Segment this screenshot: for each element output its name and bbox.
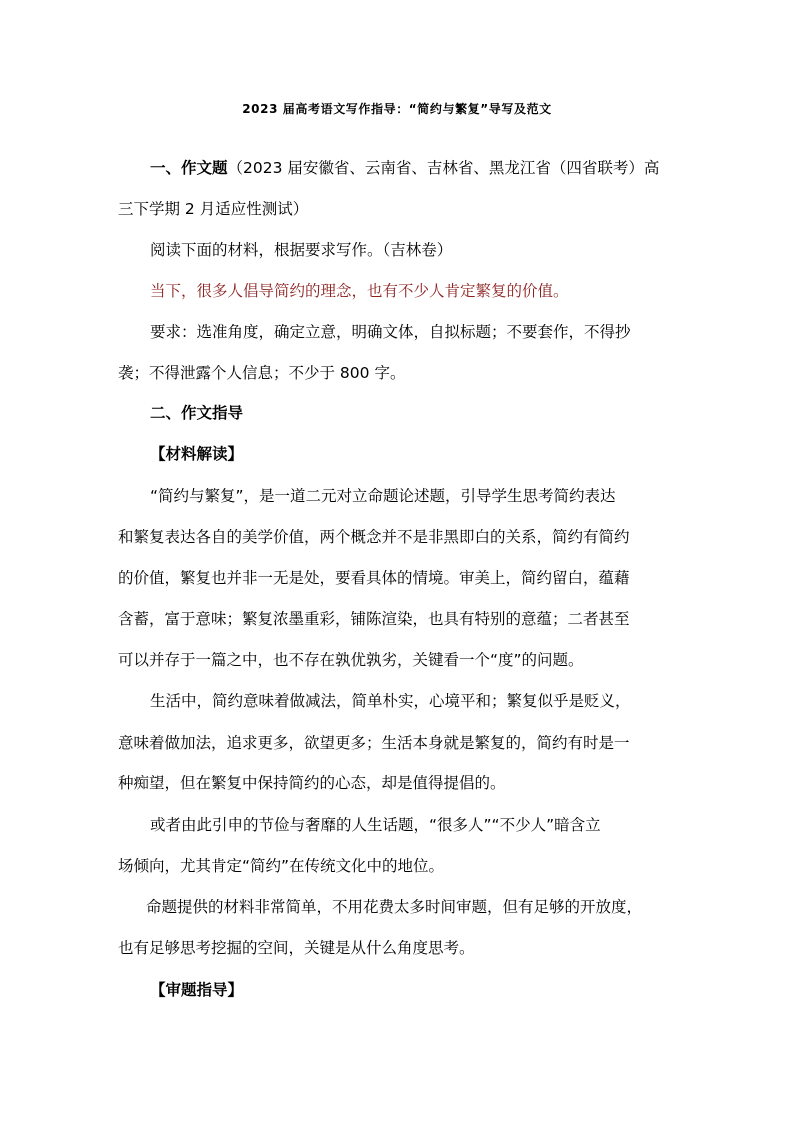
section1-heading: 一、作文题: [150, 159, 228, 177]
exam-source-line2: 三下学期 2 月适应性测试）: [118, 200, 309, 218]
material-analysis-heading: 【材料解读】: [150, 445, 244, 463]
paragraph2-line3: 种痴望，但在繁复中保持简约的心态，却是值得提倡的。: [118, 774, 506, 792]
paragraph2-line2: 意味着做加法，追求更多，欲望更多；生活本身就是繁复的，简约有时是一: [118, 734, 630, 752]
section2-heading: 二、作文指导: [150, 404, 244, 422]
section1-heading-line: [150, 156, 659, 180]
paragraph1-line2: 和繁复表达各自的美学价值，两个概念并不是非黑即白的关系，简约有简约: [118, 528, 630, 546]
paragraph1-line3: 的价值，繁复也并非一无是处，要看具体的情境。审美上，简约留白，蕴藉: [118, 569, 630, 587]
requirement-line1: 要求：选准角度，确定立意，明确文体，自拟标题；不要套作，不得抄: [150, 323, 631, 341]
instruction-text: 阅读下面的材料，根据要求写作。（吉林卷）: [150, 241, 453, 259]
paragraph4-line2: 也有足够思考挖掘的空间，关键是从什么角度思考。: [118, 939, 475, 957]
paragraph1-line1: “简约与繁复”，是一道二元对立命题论述题，引导学生思考简约表达: [150, 487, 616, 505]
paragraph1-line4: 含蓄，富于意味；繁复浓墨重彩，铺陈渲染，也具有特别的意蕴；二者甚至: [118, 610, 630, 628]
paragraph4-line1: 命题提供的材料非常简单，不用花费太多时间审题，但有足够的开放度，: [146, 898, 643, 916]
exam-source-line1: （2023 届安徽省、云南省、吉林省、黑龙江省（四省联考）高: [227, 159, 660, 177]
topic-guidance-heading: 【审题指导】: [150, 981, 244, 999]
document-title: 2023 届高考语文写作指导：“简约与繁复”导写及范文: [242, 102, 552, 116]
paragraph1-line5: 可以并存于一篇之中，也不存在孰优孰劣，关键看一个“度”的问题。: [118, 651, 584, 669]
paragraph3-line1: 或者由此引申的节俭与奢靡的人生话题，“很多人”“不少人”暗含立: [150, 816, 601, 834]
paragraph2-line1: 生活中，简约意味着做减法，简单朴实，心境平和；繁复似乎是贬义，: [150, 692, 631, 710]
material-text: 当下，很多人倡导简约的理念，也有不少人肯定繁复的价值。: [150, 282, 569, 300]
requirement-line2: 袭；不得泄露个人信息；不少于 800 字。: [118, 364, 406, 382]
paragraph3-line2: 场倾向，尤其肯定“简约”在传统文化中的地位。: [118, 857, 445, 875]
